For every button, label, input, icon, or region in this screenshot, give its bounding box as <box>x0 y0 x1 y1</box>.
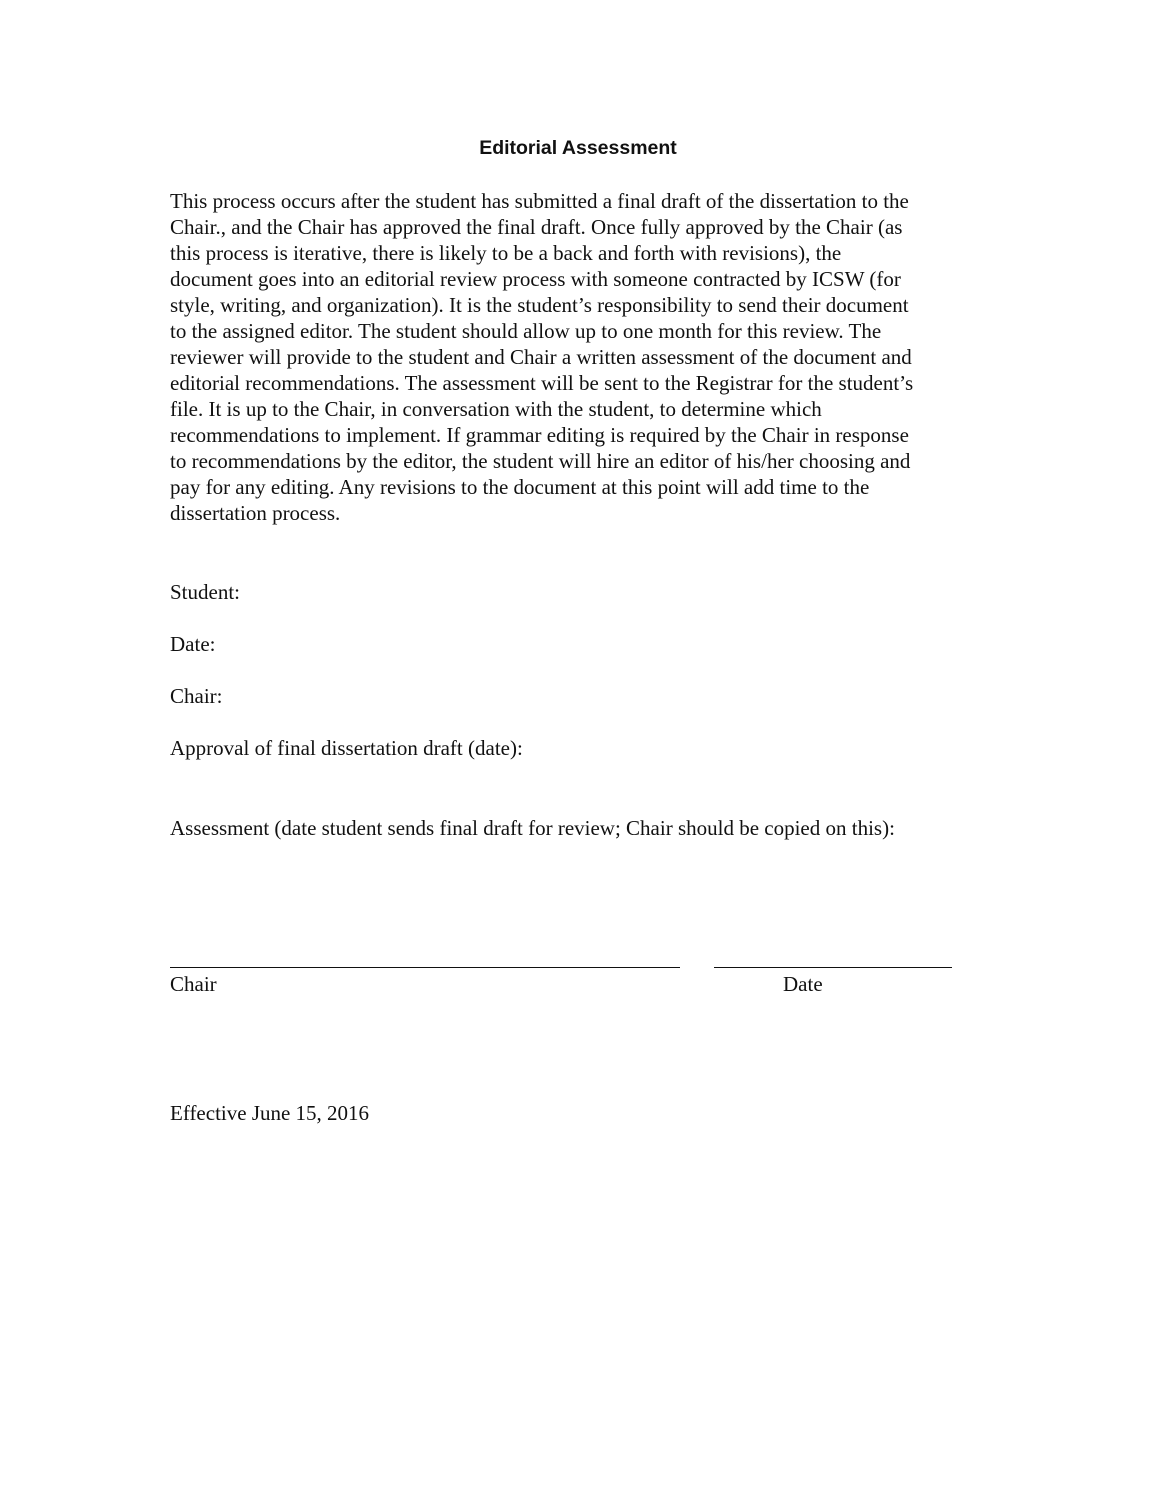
paragraph-line: recommendations to implement. If grammar editing is required by the Chair in response <box>170 423 909 447</box>
paragraph-line: dissertation process. <box>170 501 341 525</box>
process-description <box>170 188 913 526</box>
approval-date-field-label: Approval of final dissertation draft (date): <box>170 736 523 760</box>
date-signature-label: Date <box>783 972 823 996</box>
paragraph-line: reviewer will provide to the student and Chair a written assessment of the document and <box>170 345 912 369</box>
paragraph-line: editorial recommendations. The assessment will be sent to the Registrar for the student’s <box>170 371 914 395</box>
student-field-label: Student: <box>170 580 241 604</box>
date-field-label: Date: <box>170 632 216 656</box>
paragraph-line: file. It is up to the Chair, in conversation with the student, to determine which <box>170 397 822 421</box>
paragraph-line: to the assigned editor. The student should allow up to one month for this review. The <box>170 319 882 343</box>
assessment-field-label: Assessment (date student sends final draft for review; Chair should be copied on this): <box>170 816 895 840</box>
document-title: Editorial Assessment <box>479 137 677 159</box>
chair-signature-label: Chair <box>170 972 217 996</box>
date-signature-line <box>714 967 952 968</box>
paragraph-line: style, writing, and organization). It is the student’s responsibility to send their document <box>170 293 909 317</box>
effective-date: Effective June 15, 2016 <box>170 1101 370 1125</box>
paragraph-line: This process occurs after the student has submitted a final draft of the dissertation to the <box>170 189 909 213</box>
paragraph-line: document goes into an editorial review process with someone contracted by ICSW (for <box>170 267 901 291</box>
chair-signature-line <box>170 967 680 968</box>
paragraph-line: Chair., and the Chair has approved the final draft. Once fully approved by the Chair (as <box>170 215 903 239</box>
paragraph-line: pay for any editing. Any revisions to the document at this point will add time to the <box>170 475 870 499</box>
paragraph-line: to recommendations by the editor, the student will hire an editor of his/her choosing and <box>170 449 911 473</box>
chair-field-label: Chair: <box>170 684 223 708</box>
paragraph-line: this process is iterative, there is likely to be a back and forth with revisions), the <box>170 241 842 265</box>
